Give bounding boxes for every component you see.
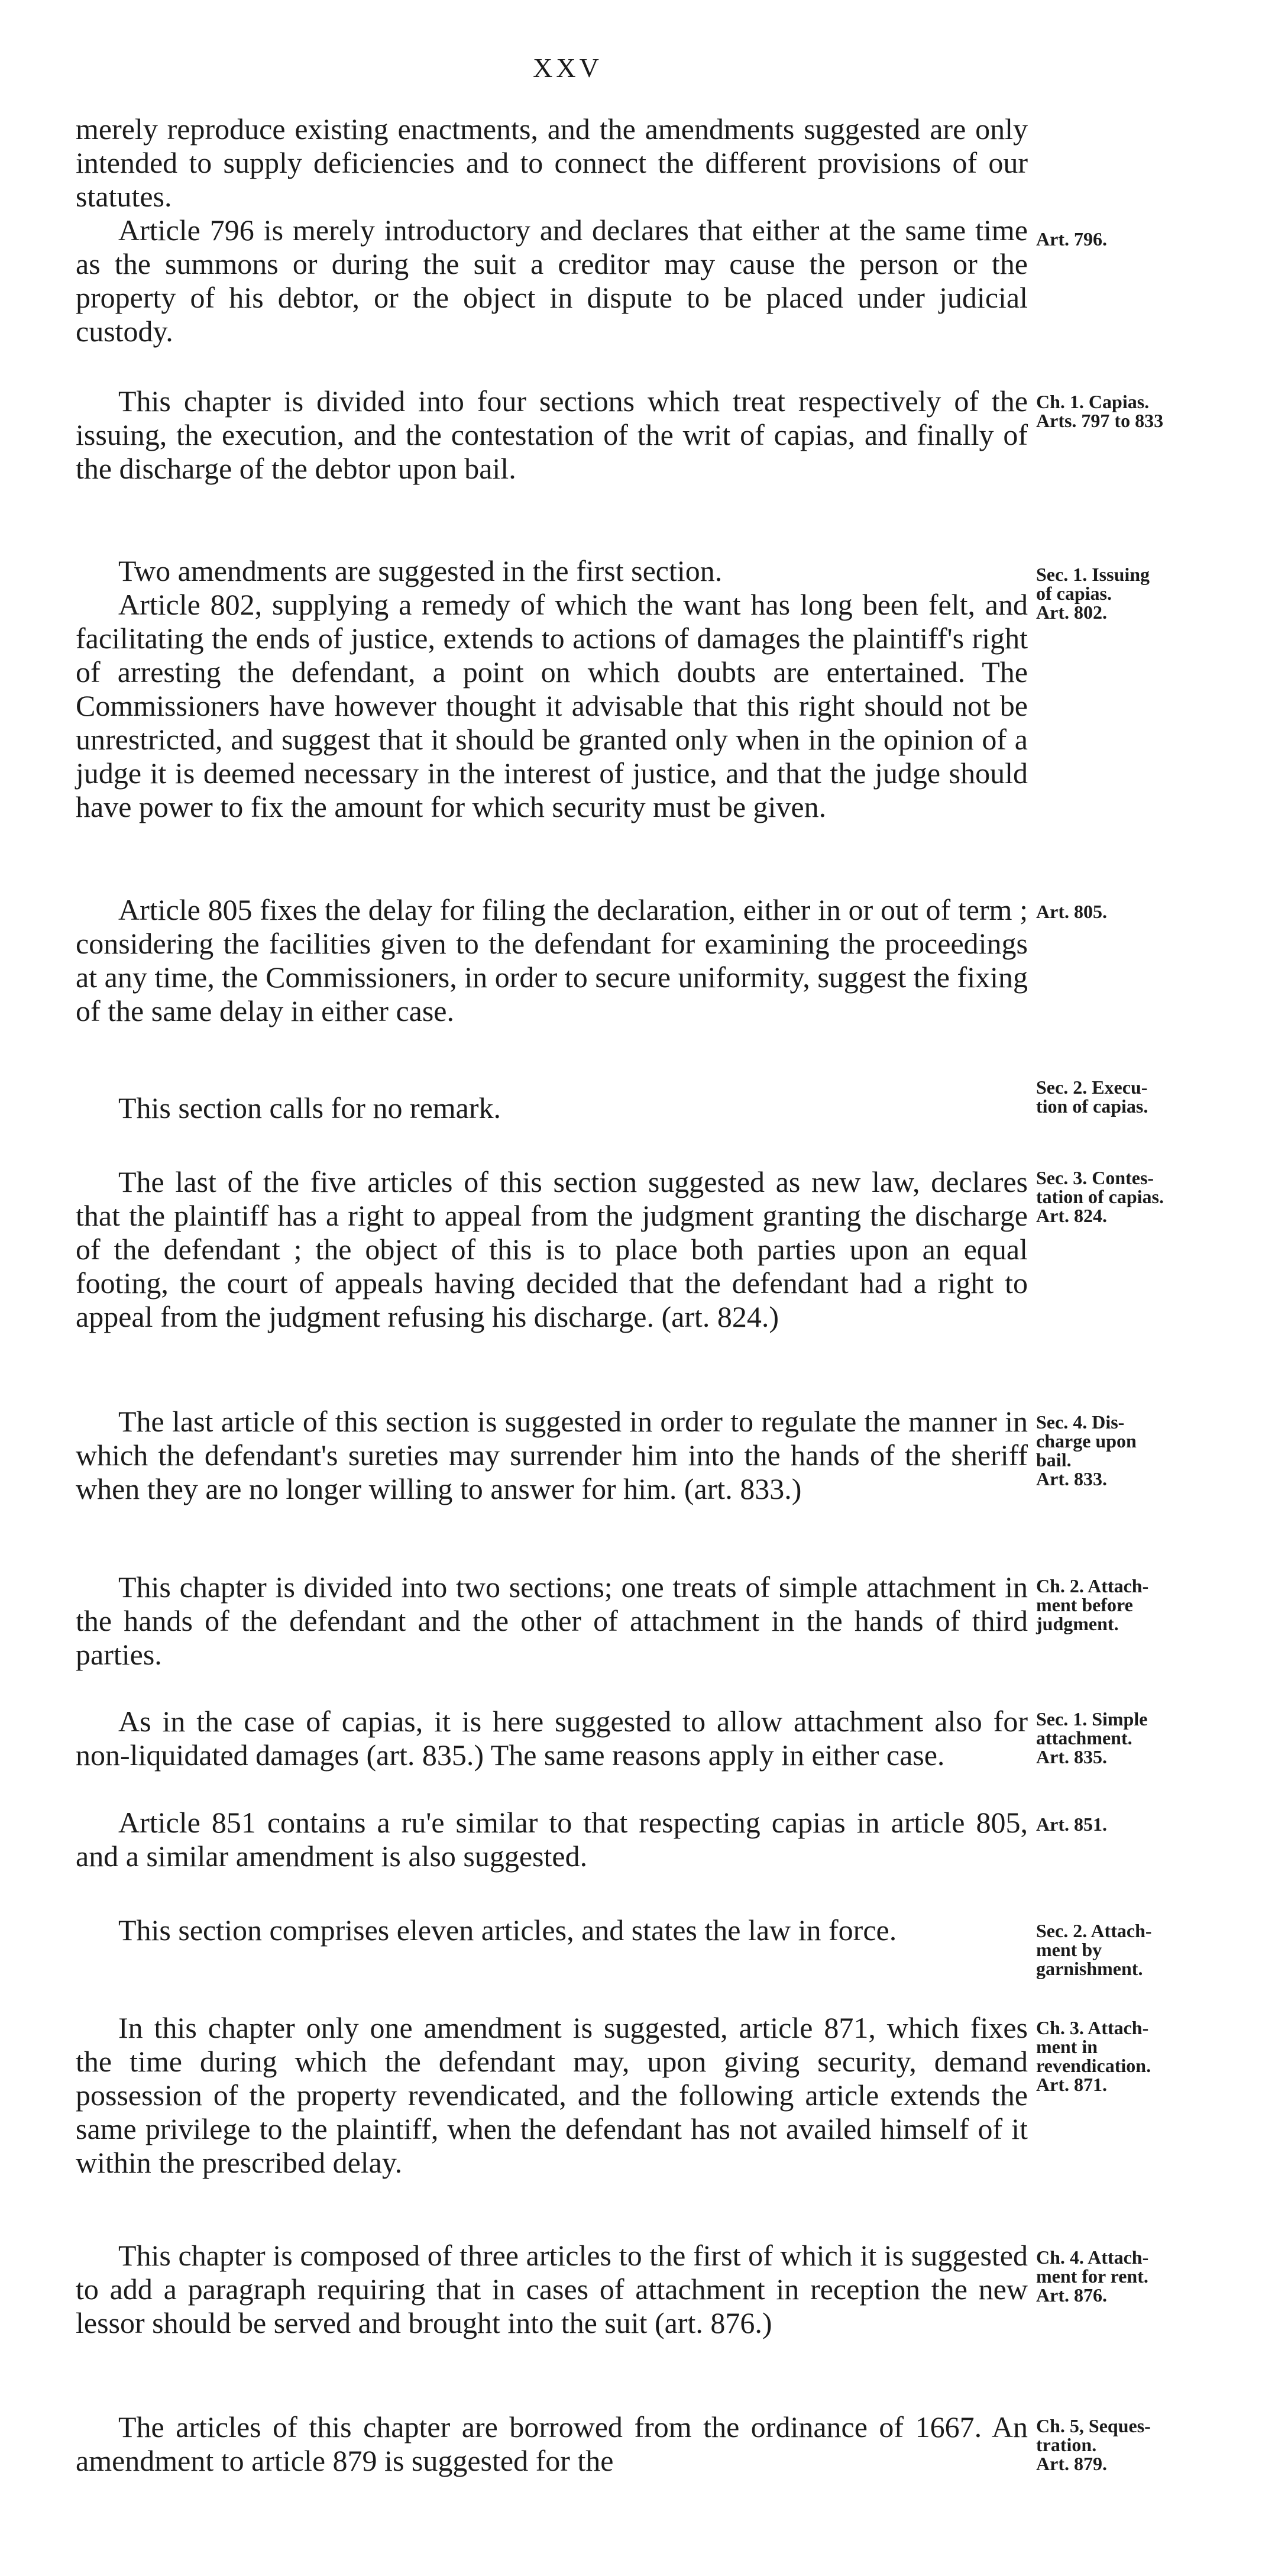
paragraph: This section calls for no remark. xyxy=(118,1091,501,1124)
paragraph: Article 805 fixes the delay for filing the declaration, either in or out of term ; considering the facilities given to the defendant for examining the proceedings at any time, the Commissioners, in order to secure uniformity, suggest the fixing of the same delay in either case. xyxy=(76,893,1028,1027)
margin-note: Sec. 2. Execu- tion of capias. xyxy=(1036,1077,1148,1117)
paragraph: Article 796 is merely introductory and declares that either at the same time as the summons or during the suit a creditor may cause the person or the property of his debtor, or the object in dispute to be placed under judicial custody. xyxy=(76,214,1028,348)
paragraph: Article 851 contains a ru'e similar to that respecting capias in article 805, and a similar amendment is also suggested. xyxy=(76,1806,1028,1873)
margin-note: Sec. 1. Issuing of capias. Art. 802. xyxy=(1036,564,1150,623)
margin-note: Ch. 4. Attach- ment for rent. Art. 876. xyxy=(1036,2247,1149,2306)
margin-note: Ch. 3. Attach- ment in revendication. Art. 871. xyxy=(1036,2017,1151,2095)
paragraph: This chapter is divided into two sections; one treats of simple attachment in the hands of the defendant and the other of attachment in the hands of third parties. xyxy=(76,1570,1028,1671)
paragraph: The last of the five articles of this section suggested as new law, declares that the plaintiff has a right to appeal from the judgment granting the discharge of the defendant ; the object of this is to place both parties upon an equal footing, the court of appeals having decided that the defendant had a right to appeal from the judgment refusing his discharge. (art. 824.) xyxy=(76,1165,1028,1333)
margin-note: Ch. 1. Capias. Arts. 797 to 833 xyxy=(1036,391,1164,431)
paragraph: This section comprises eleven articles, and states the law in force. xyxy=(118,1914,897,1947)
paragraph: This chapter is composed of three articles to the first of which it is suggested to add a paragraph requiring that in cases of attachment in reception the new lessor should be served and brought into the suit (art. 876.) xyxy=(76,2239,1028,2339)
page-number: XXV xyxy=(533,53,603,83)
margin-note: Art. 851. xyxy=(1036,1814,1107,1835)
paragraph: This chapter is divided into four sections which treat respectively of the issuing, the execution, and the contestation of the writ of capias, and finally of the discharge of the debtor upon bail. xyxy=(76,384,1028,485)
paragraph: In this chapter only one amendment is suggested, article 871, which fixes the time during which the defendant may, upon giving security, demand possession of the property revendicated, and the following article extends the same privilege to the plaintiff, when the defendant has not availed himself of it within the prescribed delay. xyxy=(76,2011,1028,2179)
paragraph: As in the case of capias, it is here suggested to allow attachment also for non-liquidated damages (art. 835.) The same reasons apply in either case. xyxy=(76,1705,1028,1772)
margin-note: Ch. 2. Attach- ment before judgment. xyxy=(1036,1575,1149,1634)
margin-note: Sec. 4. Dis- charge upon bail. Art. 833. xyxy=(1036,1411,1137,1489)
paragraph: Article 802, supplying a remedy of which the want has long been felt, and facilitating the ends of justice, extends to actions of damages the plaintiff's right of arresting the defendant, a point on which doubts are entertained. The Commissioners have however thought it advisable that this right should not be unrestricted, and suggest that it should be granted only when in the opinion of a judge it is deemed necessary in the interest of justice, and that the judge should have power to fix the amount for which security must be given. xyxy=(76,588,1028,823)
paragraph: merely reproduce existing enactments, and the amendments suggested are only intended to supply deficiencies and to connect the different provisions of our statutes. xyxy=(76,112,1028,213)
margin-note: Sec. 1. Simple attachment. Art. 835. xyxy=(1036,1708,1148,1767)
margin-note: Sec. 3. Contes- tation of capias. Art. 824. xyxy=(1036,1167,1164,1226)
paragraph: The articles of this chapter are borrowed from the ordinance of 1667. An amendment to article 879 is suggested for the xyxy=(76,2410,1028,2477)
paragraph: The last article of this section is suggested in order to regulate the manner in which the defendant's sureties may surrender him into the hands of the sheriff when they are no longer willing to answer for him. (art. 833.) xyxy=(76,1405,1028,1505)
margin-note: Sec. 2. Attach- ment by garnishment. xyxy=(1036,1920,1152,1979)
margin-note: Art. 796. xyxy=(1036,228,1107,250)
paragraph: Two amendments are suggested in the first section. xyxy=(118,554,723,587)
margin-note: Ch. 5, Seques- tration. Art. 879. xyxy=(1036,2415,1151,2474)
margin-note: Art. 805. xyxy=(1036,901,1107,922)
